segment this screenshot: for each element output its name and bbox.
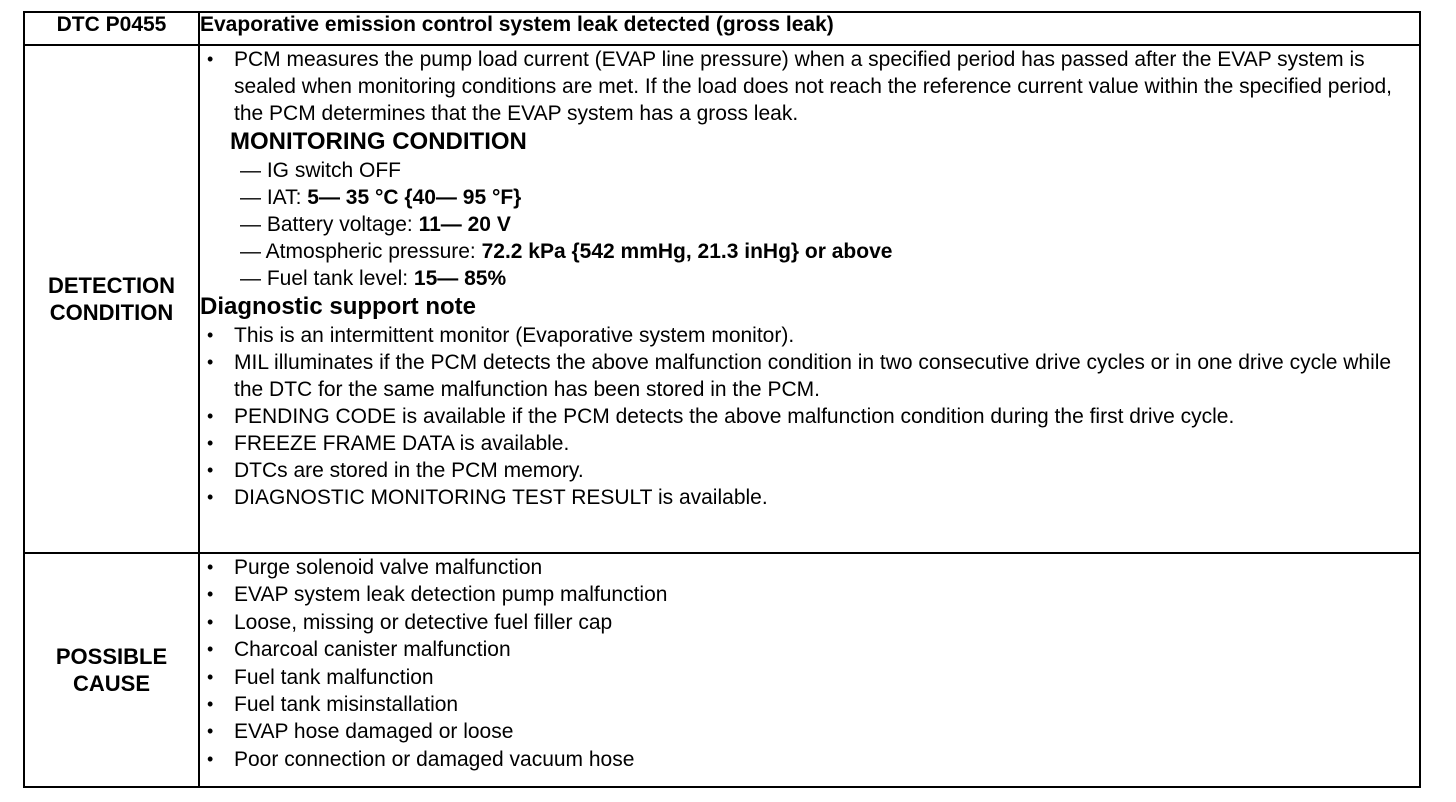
monitoring-condition-item	[240, 238, 1419, 265]
cause-item: • Fuel tank misinstallation	[200, 691, 1419, 718]
condition-value: 11— 20 V	[418, 213, 511, 236]
monitoring-condition-item	[240, 211, 1419, 238]
detection-description-list	[200, 46, 1419, 127]
monitoring-condition-item	[240, 184, 1419, 211]
cause-item: • Loose, missing or detective fuel filler cap	[200, 609, 1419, 636]
cause-label-line2: CAUSE	[72, 671, 150, 696]
condition-value: 72.2 kPa {542 mmHg, 21.3 inHg} or above	[481, 240, 893, 263]
header-row	[24, 12, 1420, 45]
possible-cause-label	[24, 553, 199, 787]
dtc-code: DTC P0455	[24, 12, 199, 45]
detection-condition-label	[24, 45, 199, 553]
cause-item: • Charcoal canister malfunction	[200, 636, 1419, 663]
detection-condition-content	[199, 45, 1420, 553]
condition-label: — IAT:	[240, 186, 308, 209]
support-note-item: • DIAGNOSTIC MONITORING TEST RESULT is available.	[200, 484, 1419, 511]
possible-cause-row	[24, 553, 1420, 787]
monitoring-condition-list	[200, 157, 1419, 292]
possible-cause-content	[199, 553, 1420, 787]
condition-value: 5— 35 °C {40— 95 °F}	[307, 186, 522, 209]
condition-label: — Fuel tank level:	[240, 267, 414, 290]
cause-item: • Purge solenoid valve malfunction	[200, 554, 1419, 581]
cause-item: • Poor connection or damaged vacuum hose	[200, 746, 1419, 773]
detection-description: • PCM measures the pump load current (EVAP line pressure) when a specified period has passed after the EVAP system is sealed when monitoring conditions are met. If the load does not reach the reference current value within the specified period, the PCM determines that the EVAP system has a gross leak.	[200, 46, 1419, 127]
monitoring-condition-heading: MONITORING CONDITION	[230, 128, 527, 155]
cause-label-line1: POSSIBLE	[55, 644, 168, 669]
detection-label-line2: CONDITION	[49, 300, 174, 325]
diagnostic-support-list	[200, 322, 1419, 511]
dtc-title: Evaporative emission control system leak detected (gross leak)	[199, 12, 1420, 45]
condition-value: 15— 85%	[413, 267, 507, 290]
cause-item: • Fuel tank malfunction	[200, 664, 1419, 691]
condition-label: — Battery voltage:	[240, 213, 419, 236]
detection-label-line1: DETECTION	[47, 273, 176, 298]
monitoring-condition-item	[240, 157, 1419, 184]
possible-cause-list	[200, 554, 1419, 773]
detection-condition-row	[24, 45, 1420, 553]
support-note-item: • PENDING CODE is available if the PCM detects the above malfunction condition during the first drive cycle.	[200, 403, 1419, 430]
support-note-item: • MIL illuminates if the PCM detects the above malfunction condition in two consecutive drive cycles or in one drive cycle while the DTC for the same malfunction has been stored in the PCM.	[200, 349, 1419, 403]
diagnostic-support-heading: Diagnostic support note	[200, 293, 476, 320]
support-note-item: • DTCs are stored in the PCM memory.	[200, 457, 1419, 484]
support-note-item: • This is an intermittent monitor (Evaporative system monitor).	[200, 322, 1419, 349]
condition-label: — IG switch OFF	[240, 159, 402, 182]
support-note-item: • FREEZE FRAME DATA is available.	[200, 430, 1419, 457]
dtc-table	[23, 11, 1421, 788]
monitoring-condition-item	[240, 265, 1419, 292]
condition-label: — Atmospheric pressure:	[240, 240, 482, 263]
cause-item: • EVAP system leak detection pump malfunction	[200, 581, 1419, 608]
cause-item: • EVAP hose damaged or loose	[200, 718, 1419, 745]
